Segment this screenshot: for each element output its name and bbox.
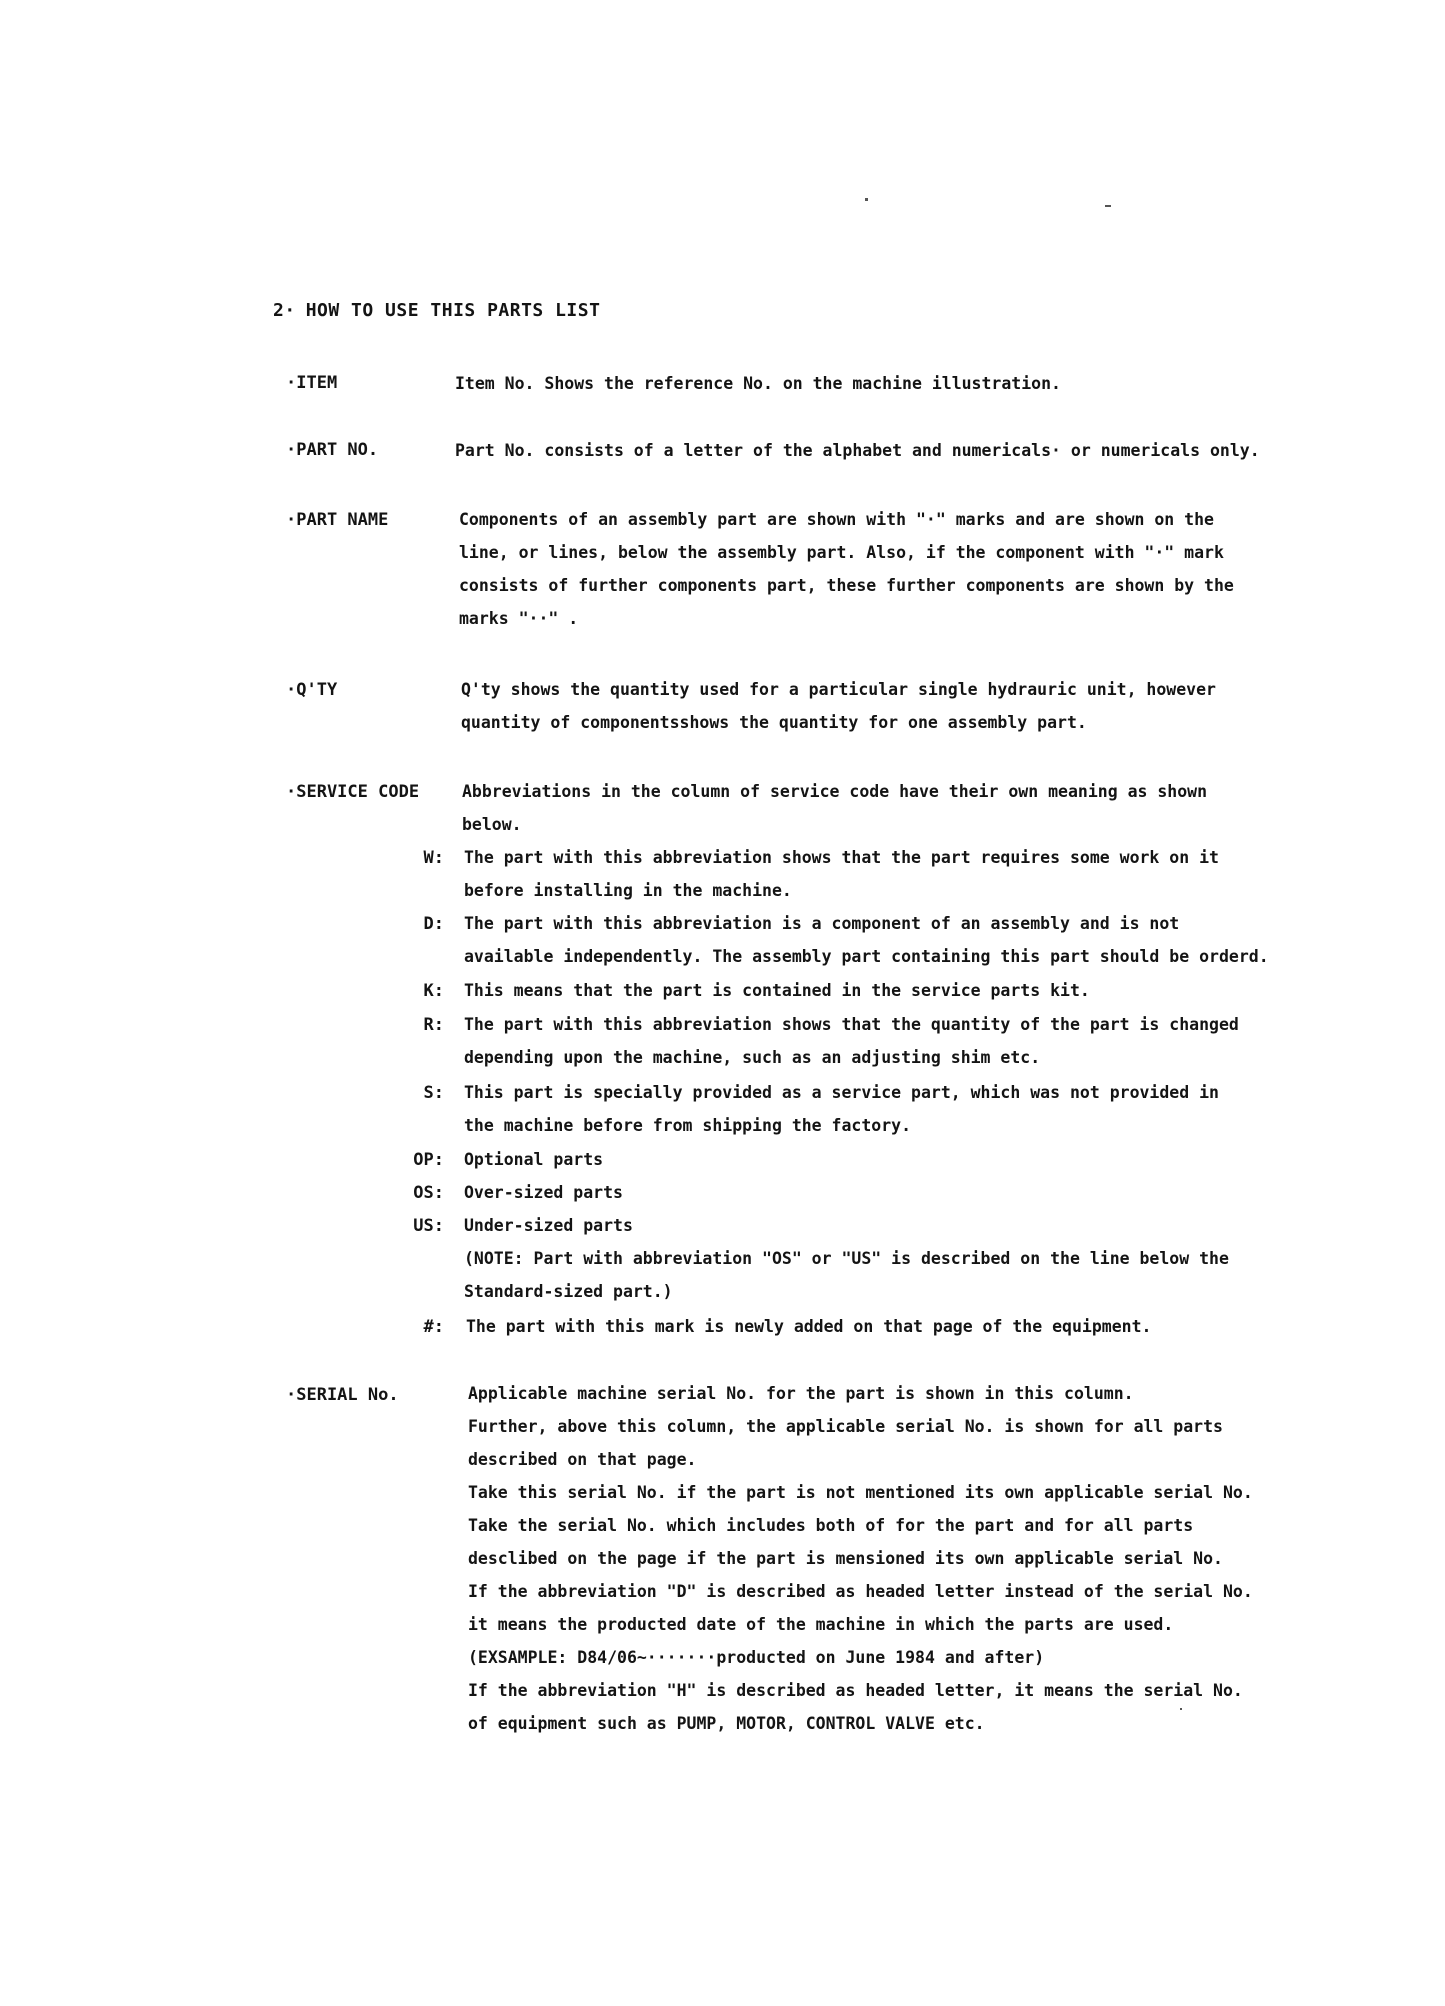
code-r-description xyxy=(464,1008,1239,1074)
text-line: Take this serial No. if the part is not mentioned its own applicable serial No. xyxy=(468,1483,1253,1502)
code-us-description xyxy=(464,1209,1229,1308)
code-hash-description xyxy=(466,1310,1151,1343)
text-line: Item No. Shows the reference No. on the machine illustration. xyxy=(455,374,1061,393)
text-line: marks "··" . xyxy=(459,609,579,628)
text-line: Optional parts xyxy=(464,1150,604,1169)
text-line: Part No. consists of a letter of the alphabet and numericals· or numericals only. xyxy=(455,441,1260,460)
text-line: If the abbreviation "H" is described as headed letter, it means the serial No. xyxy=(468,1681,1243,1700)
text-line: described on that page. xyxy=(468,1450,697,1469)
part-name-description xyxy=(459,503,1234,635)
text-line: Abbreviations in the column of service code have their own meaning as shown xyxy=(462,782,1208,801)
code-op: OP: xyxy=(413,1150,444,1170)
text-line: Take the serial No. which includes both of for the part and for all parts xyxy=(468,1516,1194,1535)
code-w: W: xyxy=(423,848,444,868)
text-line: Under-sized parts xyxy=(464,1216,633,1235)
code-os: OS: xyxy=(413,1183,444,1203)
text-line: desclibed on the page if the part is mensioned its own applicable serial No. xyxy=(468,1549,1223,1568)
text-line: This means that the part is contained in the service parts kit. xyxy=(464,981,1090,1000)
code-s: S: xyxy=(423,1083,444,1103)
text-line: before installing in the machine. xyxy=(464,881,792,900)
code-hash: #: xyxy=(423,1317,444,1337)
qty-label: ·Q'TY xyxy=(286,680,338,700)
text-line: it means the producted date of the machine in which the parts are used. xyxy=(468,1615,1174,1634)
text-line: The part with this abbreviation shows that the part requires some work on it xyxy=(464,848,1219,867)
text-line: Components of an assembly part are shown with "·" marks and are shown on the xyxy=(459,510,1214,529)
text-line: The part with this mark is newly added on that page of the equipment. xyxy=(466,1317,1152,1336)
text-line: This part is specially provided as a service part, which was not provided in xyxy=(464,1083,1219,1102)
text-line: (EXSAMPLE: D84/06~·······producted on June 1984 and after) xyxy=(468,1648,1045,1667)
heading-number: 2· xyxy=(273,300,296,321)
code-s-description xyxy=(464,1076,1219,1142)
code-op-description xyxy=(464,1143,603,1176)
text-line: the machine before from shipping the factory. xyxy=(464,1116,912,1135)
text-line: The part with this abbreviation is a component of an assembly and is not xyxy=(464,914,1180,933)
text-line: Further, above this column, the applicable serial No. is shown for all parts xyxy=(468,1417,1223,1436)
section-heading xyxy=(273,300,610,321)
qty-description xyxy=(461,673,1216,739)
code-us: US: xyxy=(413,1216,444,1236)
scan-speck xyxy=(865,198,868,201)
part-name-label: ·PART NAME xyxy=(286,510,389,530)
serial-no-label: ·SERIAL No. xyxy=(286,1385,399,1405)
code-k: K: xyxy=(423,981,444,1001)
heading-title: HOW TO USE THIS PARTS LIST xyxy=(305,300,601,321)
text-line: If the abbreviation "D" is described as headed letter instead of the serial No. xyxy=(468,1582,1253,1601)
text-line: below. xyxy=(462,815,522,834)
text-line: The part with this abbreviation shows that the quantity of the part is changed xyxy=(464,1015,1239,1034)
item-label: ·ITEM xyxy=(286,373,338,393)
text-line: line, or lines, below the assembly part. Also, if the component with "·" mark xyxy=(459,543,1224,562)
text-line: of equipment such as PUMP, MOTOR, CONTROL VALVE etc. xyxy=(468,1714,985,1733)
part-no-description xyxy=(455,434,1260,467)
code-os-description xyxy=(464,1176,623,1209)
service-code-description xyxy=(462,775,1207,841)
text-line: (NOTE: Part with abbreviation "OS" or "US" is described on the line below the xyxy=(464,1249,1229,1268)
scan-speck xyxy=(1105,205,1111,207)
part-no-label: ·PART NO. xyxy=(286,440,379,460)
serial-no-description xyxy=(468,1377,1253,1740)
code-k-description xyxy=(464,974,1090,1007)
text-line: quantity of componentsshows the quantity for one assembly part. xyxy=(461,713,1087,732)
code-w-description xyxy=(464,841,1219,907)
service-code-label: ·SERVICE CODE xyxy=(286,782,420,802)
text-line: consists of further components part, these further components are shown by the xyxy=(459,576,1234,595)
code-r: R: xyxy=(423,1015,444,1035)
text-line: Over-sized parts xyxy=(464,1183,623,1202)
text-line: Q'ty shows the quantity used for a particular single hydrauric unit, however xyxy=(461,680,1216,699)
item-description xyxy=(455,367,1061,400)
text-line: available independently. The assembly part containing this part should be orderd. xyxy=(464,947,1269,966)
code-d: D: xyxy=(423,914,444,934)
text-line: depending upon the machine, such as an adjusting shim etc. xyxy=(464,1048,1041,1067)
code-d-description xyxy=(464,907,1269,973)
text-line: Applicable machine serial No. for the part is shown in this column. xyxy=(468,1384,1134,1403)
text-line: Standard-sized part.) xyxy=(464,1282,673,1301)
